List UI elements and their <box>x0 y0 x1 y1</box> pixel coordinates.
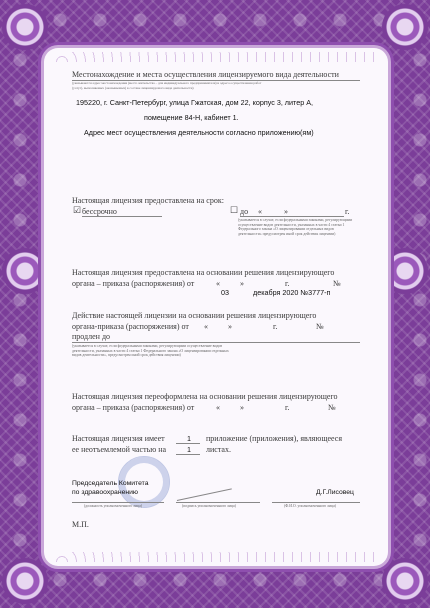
appendix-line-1-left: Настоящая лицензия имеет <box>72 434 165 443</box>
appendix-count-2-underline <box>176 454 200 455</box>
term-until-checkbox[interactable]: ☐ <box>230 205 239 215</box>
ornament-top <box>54 52 378 62</box>
rosette-top-right <box>382 4 428 50</box>
extension-quote-open: « <box>204 322 208 331</box>
location-heading: Местонахождение и места осуществления лицензируемого вида деятельности <box>72 70 339 79</box>
appendix-count-1-underline <box>176 443 200 444</box>
extension-line-2: органа-приказа (распоряжения) от <box>72 322 189 331</box>
term-indefinite-underline <box>82 216 162 217</box>
term-quote-open: « <box>258 207 262 216</box>
term-until-underline <box>240 216 344 217</box>
position-underline <box>72 502 164 503</box>
basis-date-number: декабря 2020 №3777-п <box>253 288 331 297</box>
rosette-mid-left <box>2 248 48 294</box>
appendix-count-2: 1 <box>187 445 191 454</box>
hint-signature: (подпись уполномоченного лица) <box>182 504 236 508</box>
basis-line-1: Настоящая лицензия предоставлена на основании решения лицензирующего <box>72 268 335 277</box>
address-line-2: помещение 84-Н, кабинет 1. <box>144 113 239 122</box>
signature-underline <box>176 502 260 503</box>
reissue-line-2: органа – приказа (распоряжения) от <box>72 403 195 412</box>
reissue-quote-close: » <box>240 403 244 412</box>
seal-place: М.П. <box>72 520 89 529</box>
address-line-3: Адрес мест осуществления деятельности согласно приложению(ям) <box>84 128 314 137</box>
name-underline <box>272 502 360 503</box>
rosette-bottom-left <box>2 558 48 604</box>
extension-until: продлен до <box>72 332 111 341</box>
term-quote-close: » <box>284 207 288 216</box>
appendix-line-1-right: приложение (приложения), являющееся <box>206 434 343 443</box>
extension-year-suffix: г. <box>273 322 278 331</box>
reissue-number-sign: № <box>328 403 336 412</box>
basis-day: 03 <box>221 288 229 297</box>
basis-quote-close: » <box>240 279 244 288</box>
signatory-title-2: по здравоохранению <box>72 489 139 496</box>
term-year-suffix: г. <box>345 207 350 216</box>
term-until-prefix: до <box>240 207 249 216</box>
appendix-line-2-left: ее неотъемлемой частью на <box>72 445 167 454</box>
term-label: Настоящая лицензия предоставлена на срок: <box>72 196 224 205</box>
hint-name: (Ф.И.О. уполномоченного лица) <box>284 504 337 508</box>
term-indefinite-label: бессрочно <box>82 207 117 216</box>
extension-quote-close: » <box>228 322 232 331</box>
reissue-year-suffix: г. <box>285 403 290 412</box>
term-hint: (указывается в случае, если федеральными законами, регулирующими осуществление видов деятельности, указанных в части 4 статьи 1 Федерального закона «О лицензировании отдельных видов деятельности» предусмотрен иной срок действия лицензии) <box>238 218 353 236</box>
signatory-name: Д.Г.Лисовец <box>316 489 354 496</box>
signatory-title-1: Председатель Комитета <box>72 480 149 487</box>
reissue-line-1: Настоящая лицензия переоформлена на основании решения лицензирующего <box>72 392 338 401</box>
extension-line-1: Действие настоящей лицензии на основании решения лицензирующего <box>72 311 317 320</box>
rosette-mid-right <box>382 248 428 294</box>
basis-number-sign: № <box>333 279 341 288</box>
address-line-1: 195220, г. Санкт-Петербург, улица Гжатская, дом 22, корпус 3, литер А, <box>76 98 314 107</box>
ornament-bottom <box>54 552 378 562</box>
basis-year-suffix: г. <box>285 279 290 288</box>
hint-position: (должность уполномоченного лица) <box>84 504 143 508</box>
basis-quote-open: « <box>216 279 220 288</box>
basis-line-2: органа – приказа (распоряжения) от <box>72 279 195 288</box>
rosette-bottom-right <box>382 558 428 604</box>
extension-hint: (указывается в случае, если федеральными законами, регулирующими осуществление видов деятельности, указанных в части 4 статьи 1 Федерального закона «О лицензировании отдельных видов деятельности», предусмотрен иной срок действия лицензии) <box>72 344 229 358</box>
rosette-top-left <box>2 4 48 50</box>
extension-until-underline <box>72 342 360 343</box>
extension-number-sign: № <box>316 322 324 331</box>
appendix-count-1: 1 <box>187 434 191 443</box>
reissue-quote-open: « <box>216 403 220 412</box>
location-hint-1: (указываются адрес местонахождения (место жительства – для индивидуального предпринимателя) и адреса осуществления работ <box>72 81 262 85</box>
term-indefinite-checkbox[interactable]: ☑ <box>73 205 82 215</box>
appendix-line-2-right: листах. <box>206 445 231 454</box>
location-hint-2: (услуг), выполняемых (оказываемых) в составе лицензируемого вида деятельности) <box>72 86 194 90</box>
